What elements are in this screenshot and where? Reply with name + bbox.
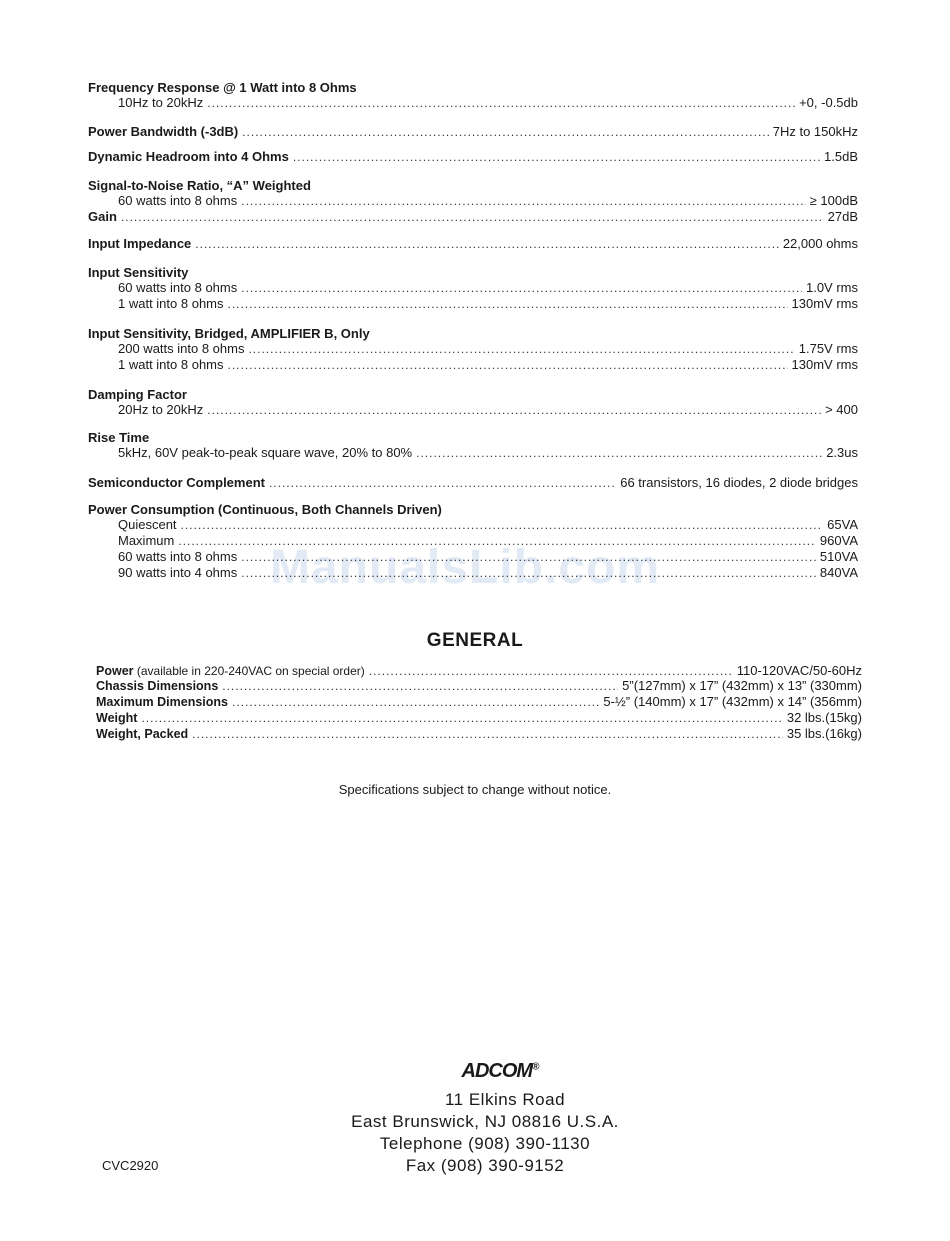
spec-row	[88, 517, 858, 533]
spec-row-label: 10Hz to 20kHz	[118, 95, 204, 110]
dot-leader	[293, 150, 820, 164]
spec-title: Damping Factor	[88, 387, 187, 402]
spec-value: 27dB	[827, 209, 858, 224]
spec-value: 1.5dB	[824, 149, 858, 164]
general-value: 110-120VAC/50-60Hz	[736, 663, 862, 678]
spec-row-label: 90 watts into 4 ohms	[118, 565, 238, 580]
registered-mark: ®	[532, 1061, 539, 1073]
general-value: 5”(127mm) x 17” (432mm) x 13” (330mm)	[622, 678, 862, 693]
spec-title: Power Consumption (Continuous, Both Channels Driven)	[88, 502, 442, 517]
spec-group	[88, 124, 858, 139]
spec-row-label: 20Hz to 20kHz	[118, 402, 204, 417]
spec-title: Frequency Response @ 1 Watt into 8 Ohms	[88, 80, 357, 95]
spec-group	[88, 475, 858, 490]
spec-group	[88, 430, 858, 461]
general-row	[96, 710, 862, 726]
dot-leader	[369, 664, 733, 678]
spec-row-value: 960VA	[819, 533, 858, 548]
spec-title: Input Impedance	[88, 236, 192, 251]
spec-row-value: 2.3us	[826, 445, 858, 460]
spec-row	[88, 95, 858, 111]
general-label: Chassis Dimensions	[96, 679, 219, 693]
spacer	[88, 111, 858, 124]
general-row	[96, 726, 862, 742]
spec-title-row	[88, 326, 858, 341]
spec-row	[88, 402, 858, 418]
spec-title-row	[88, 236, 858, 251]
address-line-2: East Brunswick, NJ 08816 U.S.A.	[351, 1112, 619, 1131]
spec-title: Signal-to-Noise Ratio, “A” Weighted	[88, 178, 311, 193]
general-note: (available in 220-240VAC on special order)	[133, 664, 365, 678]
spec-value: 22,000 ohms	[782, 236, 858, 251]
spacer	[88, 164, 858, 178]
spacer	[88, 312, 858, 326]
specifications-notice: Specifications subject to change without notice.	[338, 782, 612, 797]
spec-group	[88, 209, 858, 224]
dot-leader	[192, 727, 783, 741]
spec-row-label: 1 watt into 8 ohms	[118, 296, 224, 311]
dot-leader	[241, 280, 802, 296]
dot-leader	[141, 711, 782, 725]
spec-title: Semiconductor Complement	[88, 475, 265, 490]
spec-title-row	[88, 124, 858, 139]
spec-row-label: Quiescent	[118, 517, 177, 532]
dot-leader	[121, 210, 824, 224]
spec-row	[88, 296, 858, 312]
dot-leader	[207, 402, 821, 418]
general-value: 5-½” (140mm) x 17” (432mm) x 14” (356mm)	[603, 694, 862, 709]
dot-leader	[232, 695, 599, 709]
spec-title-row	[88, 209, 858, 224]
general-heading: GENERAL	[426, 630, 524, 651]
specifications-list	[88, 80, 858, 581]
spacer	[88, 490, 858, 502]
spec-row-label: 60 watts into 8 ohms	[118, 549, 238, 564]
dot-leader	[269, 476, 616, 490]
general-value: 32 lbs.(15kg)	[786, 710, 862, 725]
spec-row-value: 840VA	[819, 565, 858, 580]
dot-leader	[181, 517, 824, 533]
spec-title-row	[88, 178, 858, 193]
general-value: 35 lbs.(16kg)	[786, 726, 862, 741]
logo-text: ADCOM	[461, 1060, 533, 1082]
spec-row-label: 200 watts into 8 ohms	[118, 341, 245, 356]
general-label: Weight, Packed	[96, 727, 189, 741]
general-label: Weight	[96, 711, 138, 725]
spacer	[88, 461, 858, 475]
spec-title-row	[88, 502, 858, 517]
dot-leader	[248, 341, 794, 357]
spec-title-row	[88, 430, 858, 445]
spec-row-label: 1 watt into 8 ohms	[118, 357, 224, 372]
spec-row	[88, 357, 858, 373]
dot-leader	[241, 565, 816, 581]
dot-leader	[178, 533, 816, 549]
general-label: Maximum Dimensions	[96, 695, 228, 709]
spec-title: Power Bandwidth (-3dB)	[88, 124, 239, 139]
spec-row-label: 5kHz, 60V peak-to-peak square wave, 20% to 80%	[118, 445, 413, 460]
spec-row-value: 65VA	[827, 517, 858, 532]
spec-title: Dynamic Headroom into 4 Ohms	[88, 149, 289, 164]
address-line-1: 11 Elkins Road	[444, 1090, 566, 1109]
dot-leader	[416, 445, 822, 461]
spacer	[88, 251, 858, 265]
spec-group	[88, 149, 858, 164]
dot-leader	[242, 125, 769, 139]
general-row	[96, 678, 862, 694]
spec-row-label: Maximum	[118, 533, 175, 548]
spec-title-row	[88, 387, 858, 402]
telephone: Telephone (908) 390-1130	[379, 1134, 591, 1153]
spec-row	[88, 280, 858, 296]
spec-group	[88, 236, 858, 251]
spacer	[88, 373, 858, 387]
spec-title: Input Sensitivity, Bridged, AMPLIFIER B, Only	[88, 326, 370, 341]
dot-leader	[241, 193, 805, 209]
spec-value: 7Hz to 150kHz	[772, 124, 858, 139]
spec-row-value: ≥ 100dB	[809, 193, 858, 208]
spec-row-label: 60 watts into 8 ohms	[118, 280, 238, 295]
spec-row	[88, 445, 858, 461]
dot-leader	[241, 549, 816, 565]
spec-row-label: 60 watts into 8 ohms	[118, 193, 238, 208]
spec-group	[88, 80, 858, 111]
spec-group	[88, 326, 858, 373]
document-code: CVC2920	[102, 1158, 159, 1173]
watermark: ManualsLib.com	[270, 541, 661, 594]
spacer	[88, 224, 858, 236]
general-specifications	[96, 662, 862, 742]
spec-row-value: 130mV rms	[791, 296, 858, 311]
spec-row	[88, 341, 858, 357]
spec-value: 66 transistors, 16 diodes, 2 diode bridges	[620, 475, 858, 490]
spec-title-row	[88, 149, 858, 164]
spec-title: Input Sensitivity	[88, 265, 189, 280]
dot-leader	[228, 357, 788, 373]
spec-row-value: 130mV rms	[791, 357, 858, 372]
spec-row-value: 1.75V rms	[798, 341, 858, 356]
dot-leader	[207, 95, 795, 111]
spec-row	[88, 549, 858, 565]
dot-leader	[195, 237, 779, 251]
spec-group	[88, 178, 858, 209]
spec-row-value: > 400	[825, 402, 858, 417]
spec-title-row	[88, 475, 858, 490]
spec-title-row	[88, 265, 858, 280]
spec-group	[88, 265, 858, 312]
general-row-power	[96, 662, 862, 678]
spacer	[88, 418, 858, 430]
spec-group	[88, 387, 858, 418]
spec-row	[88, 533, 858, 549]
spec-title: Gain	[88, 209, 117, 224]
general-label: Power	[96, 664, 134, 678]
spec-title: Rise Time	[88, 430, 150, 445]
spec-row	[88, 193, 858, 209]
spec-row	[88, 565, 858, 581]
spacer	[88, 139, 858, 149]
spec-row-value: +0, -0.5db	[799, 95, 858, 110]
spec-row-value: 510VA	[819, 549, 858, 564]
general-row	[96, 694, 862, 710]
spec-row-value: 1.0V rms	[805, 280, 858, 295]
fax: Fax (908) 390-9152	[405, 1156, 565, 1175]
adcom-logo	[50, 1060, 950, 1083]
spec-group	[88, 502, 858, 581]
spec-title-row	[88, 80, 858, 95]
dot-leader	[222, 679, 618, 693]
dot-leader	[228, 296, 788, 312]
